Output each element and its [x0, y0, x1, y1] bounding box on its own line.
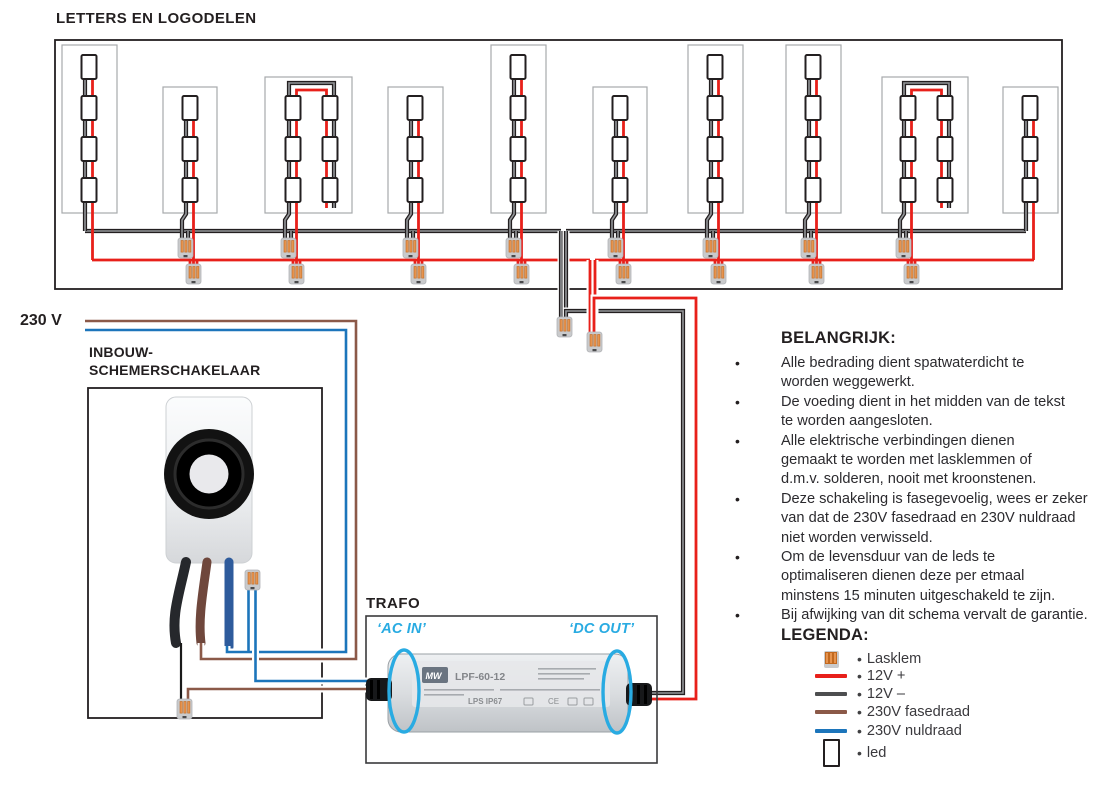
led-module — [511, 178, 526, 202]
switch-brown-cable — [200, 562, 207, 643]
led-module — [1023, 137, 1038, 161]
trafo-ac-in-label: ‘AC IN’ — [377, 621, 426, 637]
note-line: optimaliseren dienen deze per etmaal — [781, 568, 1025, 585]
note-item — [735, 606, 1113, 625]
trafo-brand-text: MW — [425, 671, 442, 681]
note-line: minstens 15 minuten uitgeschakeld te zijn. — [781, 587, 1056, 604]
lasklem — [616, 264, 631, 284]
led-module — [408, 96, 423, 120]
12v-plus-line-icon — [815, 674, 847, 678]
note-line: Bij afwijking van dit schema vervalt de garantie. — [781, 607, 1088, 624]
bullet: • — [735, 393, 740, 410]
note-line: Deze schakeling is fasegevoelig, wees er zeker — [781, 490, 1088, 507]
note-line: Alle elektrische verbindingen dienen — [781, 432, 1015, 449]
note-item — [735, 432, 1113, 490]
led-module — [708, 137, 723, 161]
led-module — [901, 178, 916, 202]
letter-module — [265, 77, 352, 268]
lasklem — [514, 264, 529, 284]
note-line: d.m.v. solderen, nooit met kroonstenen. — [781, 471, 1037, 488]
lasklem — [801, 238, 816, 258]
trafo-model-text: LPF-60-12 — [455, 671, 506, 683]
legend-item-nuldraad — [810, 722, 962, 740]
bullet: • — [735, 549, 740, 566]
led-module — [938, 96, 953, 120]
led-module — [938, 137, 953, 161]
legend-item-12v-minus — [810, 685, 905, 703]
twilight-switch-label — [89, 343, 260, 379]
led-module — [806, 96, 821, 120]
letter-module — [491, 45, 546, 268]
led-module — [613, 137, 628, 161]
led-module — [183, 137, 198, 161]
led-module — [708, 96, 723, 120]
led-module — [82, 55, 97, 79]
bullet: • — [857, 668, 862, 684]
led-module — [1023, 178, 1038, 202]
led-module — [183, 96, 198, 120]
led-module — [286, 178, 301, 202]
trafo-label: TRAFO — [366, 595, 421, 612]
lasklem — [289, 264, 304, 284]
led-module — [82, 178, 97, 202]
letter-module — [786, 45, 841, 268]
led-module — [613, 96, 628, 120]
nuldraad-line-icon — [815, 729, 847, 733]
led-module — [408, 178, 423, 202]
important-notes-list — [735, 354, 1113, 626]
lasklem — [186, 264, 201, 284]
led-module — [511, 96, 526, 120]
bullet: • — [857, 704, 862, 720]
note-line: niet worden verwisseld. — [781, 529, 933, 546]
lasklem — [587, 332, 602, 352]
led-module — [323, 178, 338, 202]
lasklem — [178, 238, 193, 258]
trafo-device — [366, 650, 652, 733]
led-module — [938, 178, 953, 202]
lasklem — [403, 238, 418, 258]
note-line: te worden aangesloten. — [781, 413, 933, 430]
lasklem — [506, 238, 521, 258]
note-item — [735, 393, 1113, 432]
sensor-eye — [190, 455, 229, 494]
note-line: gemaakt te worden met lasklemmen of — [781, 452, 1032, 469]
important-notes-heading: BELANGRIJK: — [781, 329, 896, 347]
led-module — [901, 96, 916, 120]
led-module — [82, 96, 97, 120]
trafo-cert-text: CE — [548, 697, 560, 706]
lasklem — [608, 238, 623, 258]
led-module — [708, 55, 723, 79]
led-module — [183, 178, 198, 202]
legend-item-led — [810, 740, 886, 766]
twilight-switch-label-line2: SCHEMERSCHAKELAAR — [89, 362, 261, 378]
led-module — [323, 96, 338, 120]
led-module — [901, 137, 916, 161]
note-line: van dat de 230V fasedraad en 230V nuldraad — [781, 510, 1076, 527]
led-module — [708, 178, 723, 202]
note-item — [735, 490, 1113, 548]
letter-module — [688, 45, 743, 268]
legend-heading: LEGENDA: — [781, 626, 869, 644]
page-title: LETTERS EN LOGODELEN — [56, 10, 257, 27]
led-module — [1023, 96, 1038, 120]
legend-label: 230V fasedraad — [866, 704, 970, 720]
bullet: • — [735, 355, 740, 371]
lasklem — [281, 238, 296, 258]
important-notes — [735, 329, 1113, 626]
lasklem-icon — [824, 651, 839, 668]
legend-item-fasedraad — [810, 703, 970, 721]
lasklem — [904, 264, 919, 284]
led-module — [286, 96, 301, 120]
twilight-switch-device — [164, 397, 254, 647]
trafo-dc-out-label: ‘DC OUT’ — [569, 621, 635, 637]
bullet: • — [735, 607, 740, 624]
legend-label: 230V nuldraad — [866, 723, 962, 739]
legend-label: 12V + — [866, 668, 906, 684]
bullet: • — [857, 745, 862, 761]
bullet: • — [857, 686, 862, 702]
lasklem — [245, 570, 260, 590]
note-line: Om de levensduur van de leds te — [781, 549, 996, 566]
led-module — [511, 137, 526, 161]
bullet: • — [857, 723, 862, 739]
note-item — [735, 354, 1113, 393]
bullet: • — [735, 432, 740, 449]
led-module — [286, 137, 301, 161]
lasklem — [896, 238, 911, 258]
legend-label: Lasklem — [866, 651, 922, 667]
led-module — [806, 178, 821, 202]
led-module — [511, 55, 526, 79]
lasklem — [557, 317, 572, 337]
letter-module — [1003, 87, 1058, 260]
12v-minus-line-icon — [815, 692, 847, 696]
led-module — [82, 137, 97, 161]
led-icon — [823, 739, 840, 767]
twilight-switch-label-line1: INBOUW- — [89, 344, 154, 360]
led-module — [806, 55, 821, 79]
led-module — [613, 178, 628, 202]
legend-item-lasklem — [810, 650, 921, 668]
bullet: • — [735, 490, 740, 507]
mains-voltage-label: 230 V — [20, 312, 62, 329]
switch-black-cable — [174, 562, 186, 643]
fasedraad-line-icon — [815, 710, 847, 714]
letter-module — [882, 77, 968, 268]
trafo-marking-text: LPS IP67 — [468, 697, 503, 706]
lasklem — [809, 264, 824, 284]
note-line: worden weggewerkt. — [781, 374, 915, 391]
led-module — [408, 137, 423, 161]
lasklem — [711, 264, 726, 284]
lasklem — [411, 264, 426, 284]
bullet: • — [857, 651, 862, 667]
letter-module — [62, 45, 117, 260]
legend-item-12v-plus — [810, 667, 905, 685]
note-line: Alle bedrading dient spatwaterdicht te — [781, 355, 1025, 371]
led-module — [323, 137, 338, 161]
legend-label: led — [866, 745, 887, 761]
note-line: De voeding dient in het midden van de tekst — [781, 393, 1065, 410]
led-module — [806, 137, 821, 161]
lasklem — [177, 699, 192, 719]
lasklem — [703, 238, 718, 258]
legend-label: 12V – — [866, 686, 906, 702]
note-item — [735, 548, 1113, 606]
